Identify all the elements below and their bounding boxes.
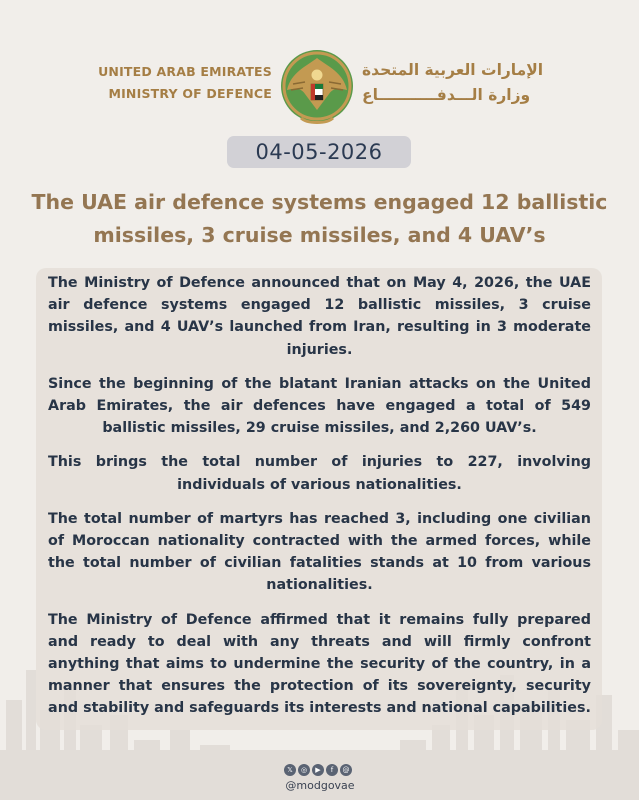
paragraph: The total number of martyrs has reached 3, including one civilian of Moroccan nationality contracted with the armed forces, while the total number of civilian fatalities stands at 10 from various nationalities. bbox=[48, 510, 591, 594]
en-line-country: UNITED ARAB EMIRATES bbox=[98, 64, 272, 79]
paragraph: The Ministry of Defence affirmed that it remains fully prepared and ready to deal with any threats and will firmly confront anything that aims to undermine the security of the country, in a manner that ensures the protection of its sovereignty, security and stability and safeguards its interests and national capabilities. bbox=[48, 611, 591, 717]
header bbox=[0, 44, 639, 134]
social-icons bbox=[284, 764, 356, 778]
en-line-ministry: MINISTRY OF DEFENCE bbox=[108, 86, 272, 101]
youtube-icon[interactable]: ▶ bbox=[312, 764, 324, 776]
threads-icon[interactable]: @ bbox=[340, 764, 352, 776]
paragraph: The Ministry of Defence announced that on May 4, 2026, the UAE air defence systems engaged 12 ballistic missiles, 3 cruise missiles, and 4 UAV’s launched from Iran, resulting in 3 moderate injuries. bbox=[48, 275, 591, 358]
ar-line-country: الإمارات العربية المتحدة bbox=[362, 61, 544, 79]
statement-body bbox=[48, 272, 591, 732]
facebook-icon[interactable]: f bbox=[326, 764, 338, 776]
ministry-name-arabic bbox=[362, 58, 552, 108]
ar-line-ministry: وزارة الـــدفـــــــــــاع bbox=[362, 86, 531, 104]
headline: The UAE air defence systems engaged 12 ballistic missiles, 3 cruise missiles, and 4 UAV’s bbox=[31, 190, 608, 247]
uae-emblem-logo bbox=[277, 44, 357, 134]
x-icon[interactable]: 𝕏 bbox=[284, 764, 296, 776]
instagram-icon[interactable]: ◎ bbox=[298, 764, 310, 776]
paragraph: Since the beginning of the blatant Iranian attacks on the United Arab Emirates, the air defences have engaged a total of 549 ballistic missiles, 29 cruise missiles, and 2,260 UAV’s. bbox=[48, 375, 591, 437]
paragraph: This brings the total number of injuries to 227, involving individuals of various nationalities. bbox=[48, 454, 591, 493]
ministry-name-english bbox=[96, 61, 272, 105]
social-handle[interactable]: @modgovae bbox=[285, 779, 355, 792]
date-badge: 04-05-2026 bbox=[227, 136, 411, 168]
